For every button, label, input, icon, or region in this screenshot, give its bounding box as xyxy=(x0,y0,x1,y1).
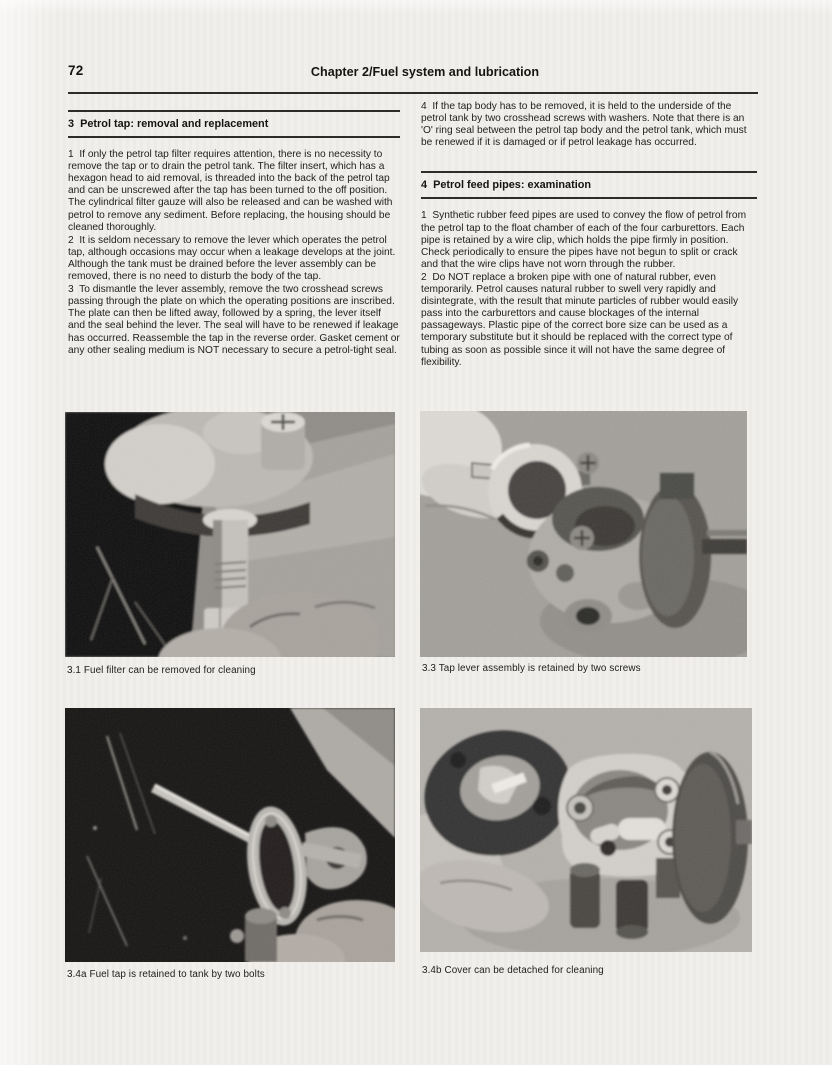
section-4-paragraph-1: 1 Synthetic rubber feed pipes are used to convey the flow of petrol from the petrol tap to the float chamber of each of the four carburettors. Each pipe is retained by a wire clip, which holds the pipe firmly in position. Check periodically to ensure the pipes have not begun to split or crack and that the wire clips have not worn through the rubber. xyxy=(421,210,749,270)
page-number: 72 xyxy=(68,63,84,78)
chapter-header: Chapter 2/Fuel system and lubrication xyxy=(310,65,540,79)
figure-3-4b xyxy=(420,708,752,976)
figure-3-3 xyxy=(420,411,747,674)
figure-3-3-caption: 3.3 Tap lever assembly is retained by two screws xyxy=(422,663,641,674)
section-3-paragraph-3: 3 To dismantle the lever assembly, remove the two crosshead screws passing through the plate on which the operating positions are inscribed. The plate can then be lifted away, followed by a spring, the lever itself and the seal behind the lever. The seal will have to be renewed if leakage has occurred. Reassemble the tap in the reverse order. Gasket cement or any other sealing medium is NOT necessary to secure a petrol-tight seal. xyxy=(68,284,403,356)
figure-3-4a xyxy=(65,708,395,980)
photo-tap-cover-detached xyxy=(420,708,752,952)
right-column xyxy=(421,101,757,369)
section-3-heading: 3 Petrol tap: removal and replacement xyxy=(68,110,400,138)
section-3-paragraph-1: 1 If only the petrol tap filter requires attention, there is no necessity to remove the tap or to drain the petrol tank. The filter insert, which has a hexagon head to aid removal, is threaded into the back of the petrol tap and can be unscrewed after the tap has been turned to the off position. The cylindrical filter gauze will also be released and can be washed with petrol to remove any sediment. Before replacing, the housing should be cleaned thoroughly. xyxy=(68,149,396,233)
photo-fuel-tap-on-tank xyxy=(65,708,395,962)
section-4-paragraph-2: 2 Do NOT replace a broken pipe with one of natural rubber, even temporarily. Petrol causes natural rubber to swell very rapidly and disintegrate, with the result that minute particles of rubber would easily pass into the carburettors and cause blockages of the internal passageways. Plastic pipe of the correct bore size can be used as a temporary substitute but it should be replaced with the correct type of tubing as soon as possible since it will not have the same degree of flexibility. xyxy=(421,271,741,368)
figure-3-1-caption: 3.1 Fuel filter can be removed for cleaning xyxy=(67,665,256,676)
left-column xyxy=(68,110,403,357)
section-3-paragraph-4: 4 If the tap body has to be removed, it is held to the underside of the petrol tank by two crosshead screws with washers. Note that there is an 'O' ring seal between the petrol tap body and the petrol tank, which must be renewed if it is damaged or if petrol leakage has occurred. xyxy=(421,101,750,149)
photo-fuel-filter xyxy=(65,412,395,657)
figure-3-1 xyxy=(65,412,395,676)
figure-3-4b-caption: 3.4b Cover can be detached for cleaning xyxy=(422,965,604,976)
section-3-paragraph-2: 2 It is seldom necessary to remove the lever which operates the petrol tap, although occasions may occur when a leakage develops at the joint. Although the tank must be drained before the lever assembly can be removed, there is no need to disturb the body of the tap. xyxy=(68,234,398,283)
section-4-heading: 4 Petrol feed pipes: examination xyxy=(421,171,757,199)
figure-3-4a-caption: 3.4a Fuel tap is retained to tank by two bolts xyxy=(67,969,265,980)
photo-tap-lever-assembly xyxy=(420,411,747,657)
header-rule xyxy=(68,92,758,94)
